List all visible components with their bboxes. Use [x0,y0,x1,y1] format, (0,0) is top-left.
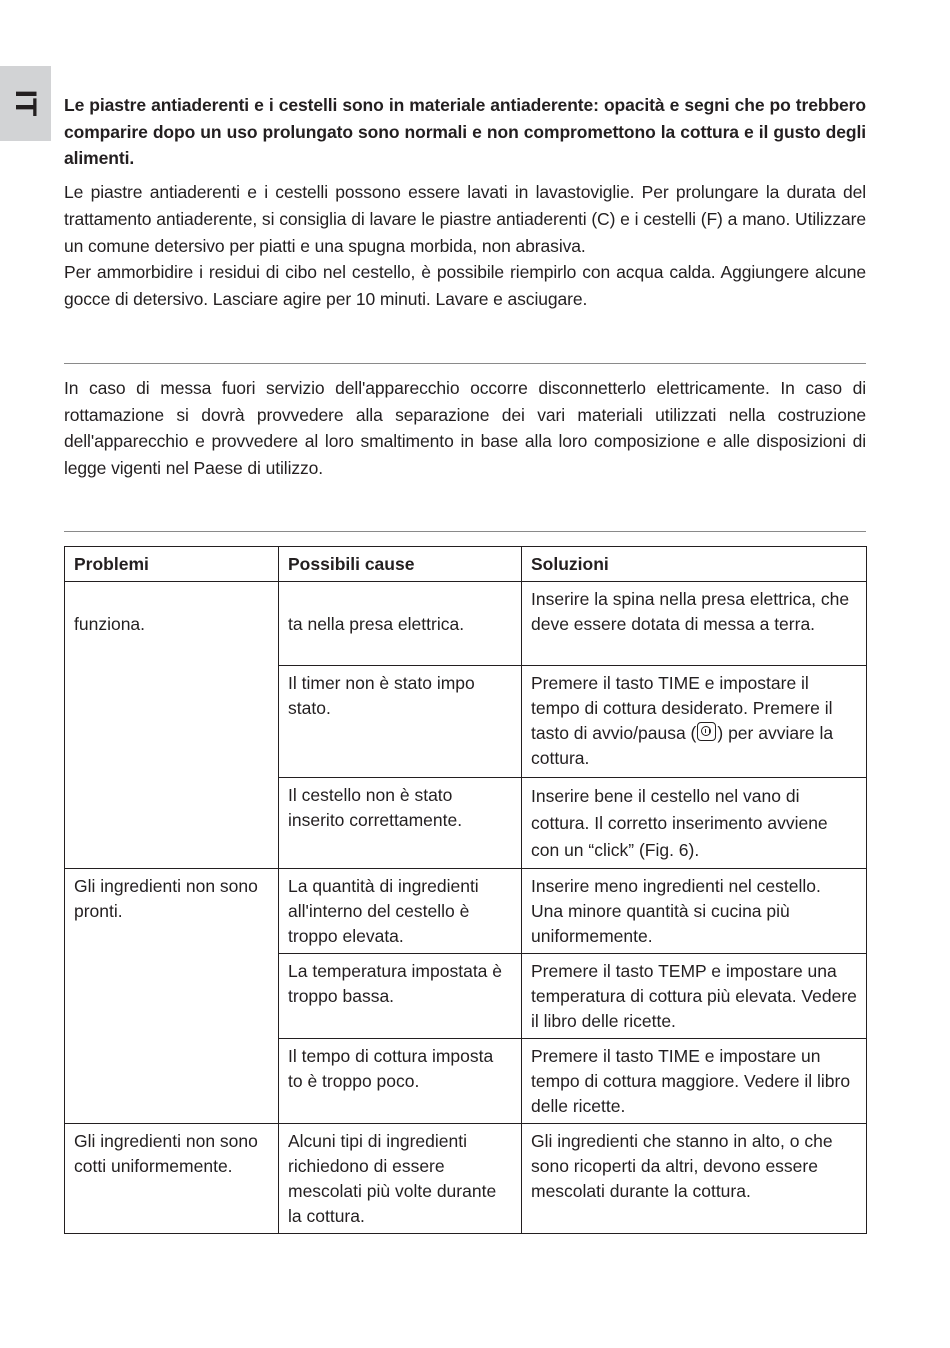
cleaning-paragraph: Le piastre antiaderenti e i cestelli possono essere lavati in lavastoviglie. Per prolungare la durata del trattamento antiaderente, si consiglia di lavare le piastre antiaderenti (C) e i cestelli (F) a mano. Utilizzare un comune detersivo per piatti e una spugna morbida, non abrasiva. [64,182,866,256]
problem-cell: Gli ingredienti non sono cotti uniformemente. [65,1124,279,1234]
header-problems: Problemi [65,547,279,582]
start-pause-icon [697,722,716,741]
header-solutions: Soluzioni [522,547,867,582]
table-row [65,582,867,666]
troubleshooting-table [64,546,867,1234]
solution-cell: Inserire bene il cestello nel vano di cottura. Il corretto inserimento avviene con un “click” (Fig. 6). [522,778,867,869]
solution-cell: Gli ingredienti che stanno in alto, o che sono ricoperti da altri, devono essere mescolati durante la cottura. [522,1124,867,1234]
nonstick-notice: Le piastre antiaderenti e i cestelli sono in materiale antiaderente: opacità e segni che po trebbero comparire dopo un uso prolungato sono normali e non compromettono la cottura e il gusto degli alimenti. [64,95,866,169]
language-code: IT [9,89,42,117]
cause-cell: La quantità di ingredienti all'interno del cestello è troppo elevata. [279,869,522,954]
table-row [65,869,867,954]
solution-cell: Premere il tasto TIME e impostare un tempo di cottura maggiore. Vedere il libro delle ricette. [522,1039,867,1124]
solution-cell: Inserire la spina nella presa elettrica, che deve essere dotata di messa a terra. [522,582,867,666]
cause-cell: Il timer non è stato impo stato. [279,666,522,778]
problem-cell: Gli ingredienti non sono pronti. [65,869,279,1124]
disposal-paragraph: In caso di messa fuori servizio dell'apparecchio occorre disconnetterlo elettricamente. In caso di rottamazione si dovrà provvedere alla separazione dei vari materiali utilizzati nella costruzione dell'apparecchio e provvedere al loro smaltimento in base alla loro composizione e alle disposizioni di legge vigenti nel Paese di utilizzo. [64,378,866,479]
language-tab [0,66,51,141]
cleaning-section [64,92,866,313]
header-causes: Possibili cause [279,547,522,582]
problem-cell: funziona. [65,582,279,869]
cause-cell: Il tempo di cottura imposta to è troppo poco. [279,1039,522,1124]
solution-cell: Inserire meno ingredienti nel cestello. Una minore quantità si cucina più uniformemente. [522,869,867,954]
cause-cell: ta nella presa elettrica. [279,582,522,666]
solution-cell: Premere il tasto TEMP e impostare una temperatura di cottura più elevata. Vedere il libro delle ricette. [522,954,867,1039]
residue-paragraph: Per ammorbidire i residui di cibo nel cestello, è possibile riempirlo con acqua calda. Aggiungere alcune gocce di detersivo. Lasciare agire per 10 minuti. Lavare e asciugare. [64,262,866,309]
solution-cell: Premere il tasto TIME e impostare il tempo di cottura desiderato. Premere il tasto di avvio/pausa ( ) per avviare la cottura. [522,666,867,778]
table-header-row [65,547,867,582]
cause-cell: Alcuni tipi di ingredienti richiedono di essere mescolati più volte durante la cottura. [279,1124,522,1234]
section-divider [64,531,866,532]
section-divider [64,363,866,364]
table-row [65,1124,867,1234]
cause-cell: Il cestello non è stato inserito correttamente. [279,778,522,869]
disposal-section [64,375,866,482]
cause-cell: La temperatura impostata è troppo bassa. [279,954,522,1039]
